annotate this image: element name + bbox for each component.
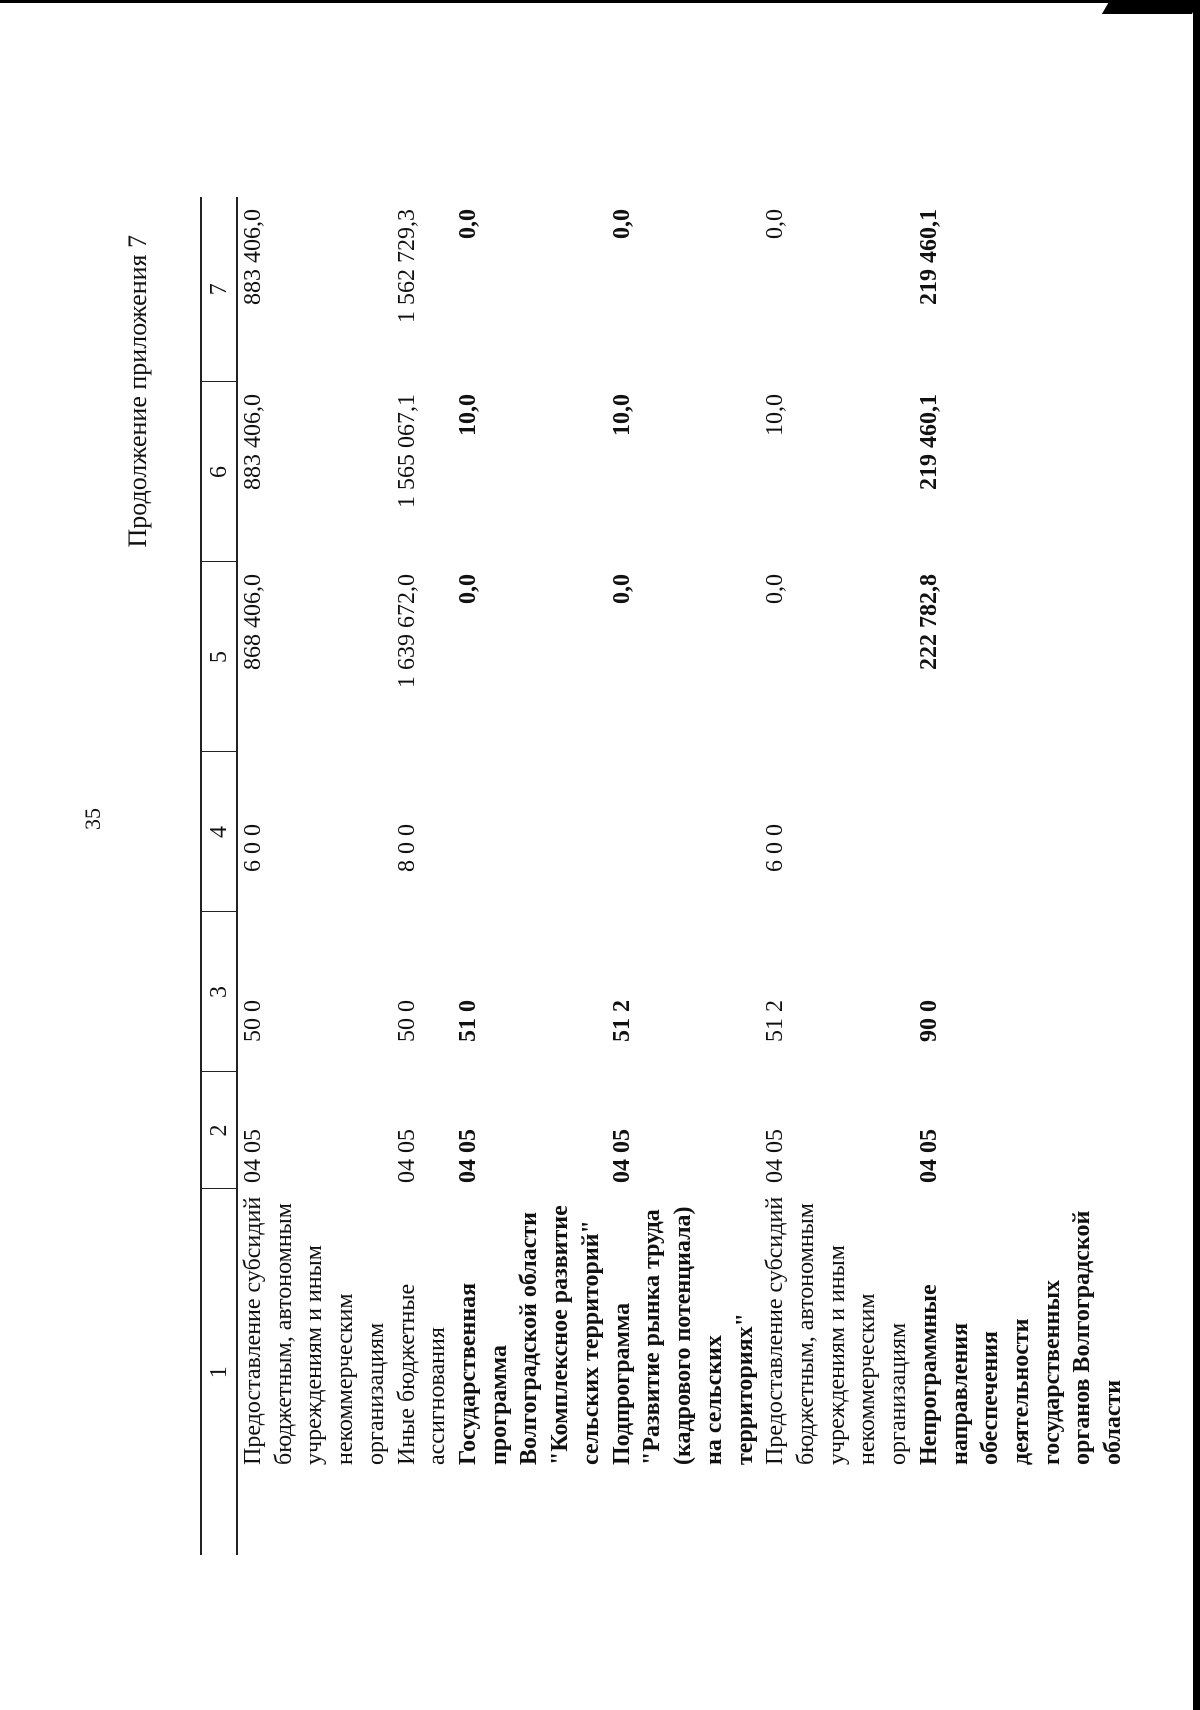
row-type: 6 0 0 (240, 824, 266, 872)
row-program: 51 0 (455, 1000, 482, 1042)
header-col-3: 3 (201, 912, 237, 1072)
row-value-7: 0,0 (455, 209, 482, 239)
scan-edge-right (1193, 0, 1200, 1710)
row-value-7: 883 406,0 (240, 209, 266, 305)
row-value-7: 1 562 729,3 (393, 209, 420, 323)
row-section: 04 05 (915, 1129, 942, 1183)
table-row (914, 197, 1129, 1555)
table-row (760, 197, 914, 1555)
row-value-6: 10,0 (455, 394, 482, 436)
row-program: 90 0 (915, 1000, 942, 1042)
row-type (914, 752, 1129, 912)
table-body (237, 197, 1129, 1555)
header-col-2: 2 (201, 1072, 237, 1189)
row-name: Государственная программа Волгоградской области "Комплексное развитие сельских территорий" (455, 1205, 604, 1465)
row-program: 50 0 (393, 1000, 420, 1042)
table-header (201, 197, 237, 1555)
row-value-5: 0,0 (762, 574, 789, 604)
row-section: 04 05 (455, 1129, 482, 1183)
row-type: 8 0 0 (393, 824, 420, 872)
table-row (607, 197, 761, 1555)
row-section: 04 05 (393, 1129, 420, 1183)
row-value-6: 10,0 (762, 394, 789, 436)
row-name: Предоставление субсидий бюджетным, автономным учреждениям и иным некоммерческим организациям (762, 1196, 912, 1465)
rotated-page-content (60, 70, 1127, 1670)
row-value-5: 0,0 (608, 574, 635, 604)
header-row (201, 197, 237, 1555)
header-col-7: 7 (201, 197, 237, 382)
row-name: Предоставление субсидий бюджетным, автономным учреждениям и иным некоммерческим организациям (240, 1196, 389, 1465)
table-row (392, 197, 453, 1555)
row-program: 50 0 (240, 1000, 266, 1042)
row-type (607, 752, 761, 912)
header-col-4: 4 (201, 752, 237, 912)
row-value-5: 868 406,0 (240, 574, 266, 670)
continuation-title: Продолжение приложения 7 (123, 235, 152, 548)
row-value-6: 10,0 (608, 394, 635, 436)
scan-edge-corner (1102, 0, 1200, 14)
row-value-6: 219 460,1 (915, 394, 942, 490)
row-section: 04 05 (240, 1129, 266, 1183)
row-type (453, 752, 607, 912)
header-col-5: 5 (201, 562, 237, 752)
row-value-7: 0,0 (762, 209, 789, 239)
header-col-6: 6 (201, 382, 237, 562)
row-type: 6 0 0 (762, 824, 789, 872)
page-number: 35 (80, 808, 105, 830)
row-value-7: 219 460,1 (915, 209, 942, 305)
row-value-5: 222 782,8 (915, 574, 942, 670)
budget-table (200, 197, 1129, 1555)
header-col-1: 1 (201, 1189, 237, 1555)
row-section: 04 05 (762, 1129, 789, 1183)
row-program: 51 2 (762, 1000, 789, 1042)
row-value-6: 1 565 067,1 (393, 394, 420, 508)
row-value-7: 0,0 (608, 209, 635, 239)
row-name: Непрограммные направления обеспечения деятельности государственных органов Волгоградской области (915, 1210, 1127, 1465)
table-row (237, 197, 392, 1555)
row-value-6: 883 406,0 (240, 394, 266, 490)
table-row (453, 197, 607, 1555)
row-value-5: 1 639 672,0 (393, 574, 420, 688)
row-name: Подпрограмма "Развитие рынка труда (кадрового потенциала) на сельских территориях" (608, 1206, 758, 1465)
row-section: 04 05 (608, 1129, 635, 1183)
row-name: Иные бюджетные ассигнования (393, 1283, 451, 1465)
scan-edge-top (0, 0, 1200, 3)
row-program: 51 2 (608, 1000, 635, 1042)
row-value-5: 0,0 (455, 574, 482, 604)
